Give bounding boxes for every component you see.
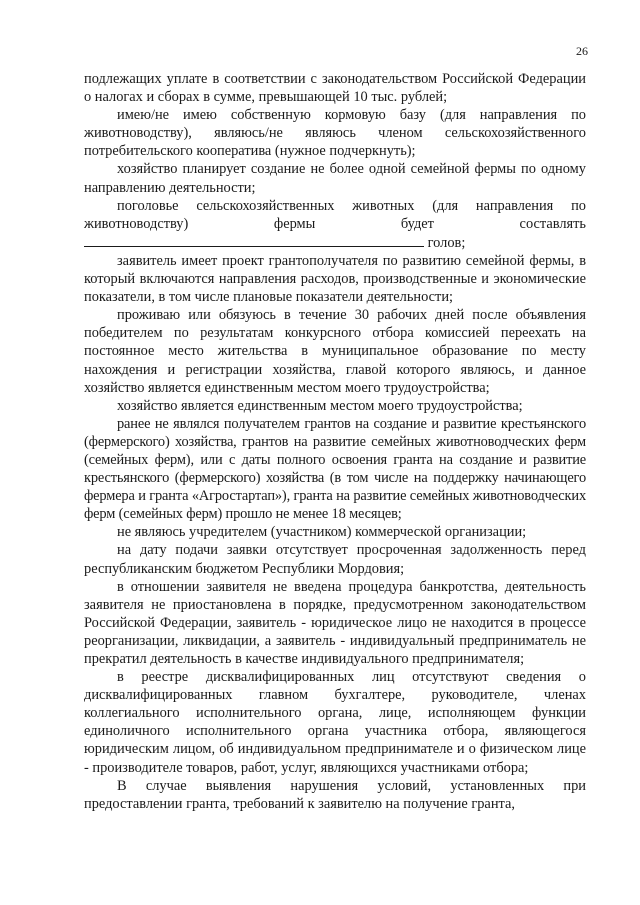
paragraph-residence: проживаю или обязуюсь в течение 30 рабочих дней после объявления победителем по результатам конкурсного отбора комиссией переехать на постоянное место жительства в муниципальное образование по месту нахождения и регистрации хозяйства, главой которого являюсь, и данное хозяйство является единственным местом моего трудоустройства; xyxy=(84,307,586,396)
paragraph-one-farm: хозяйство планирует создание не более одной семейной фермы по одному направлению деятельности; xyxy=(84,161,586,196)
paragraph-violations: В случае выявления нарушения условий, установленных при предоставлении гранта, требований к заявителю на получение гранта, xyxy=(84,777,586,812)
paragraph-employment: хозяйство является единственным местом моего трудоустройства; xyxy=(117,397,523,414)
paragraph-feed-base: имею/не имею собственную кормовую базу (для направления по животноводству), являюсь/не являюсь членом сельскохозяйственного потребительского кооператива (нужное подчеркнуть); xyxy=(84,107,586,160)
fill-in-blank-line xyxy=(84,233,424,247)
paragraph-disqualified-register: в реестре дисквалифицированных лиц отсутствуют сведения о дисквалифицированных главном бухгалтере, руководителе, членах коллегиального исполнительного органа, лице, исполняющем функции единоличного исполнительного органа участника отбора, являющегося юридическим лицом, об индивидуальном предпринимателе и о физическом лице - производителе товаров, работ, услуг, являющихся участниками отбора; xyxy=(84,669,586,776)
paragraph-tax-debt: подлежащих уплате в соответствии с законодательством Российской Федерации о налогах и сборах в сумме, превышающей 10 тыс. рублей; xyxy=(84,71,586,106)
document-body xyxy=(84,70,586,813)
paragraph-livestock: поголовье сельскохозяйственных животных (для направления по животноводству) фермы будет составлять xyxy=(84,197,586,232)
paragraph-project: заявитель имеет проект грантополучателя по развитию семейной фермы, в который включаются направления расходов, производственные и экономические показатели, в том числе плановые показатели деятельности; xyxy=(84,252,586,306)
paragraph-no-bankruptcy: в отношении заявителя не введена процедура банкротства, деятельность заявителя не приостановлена в порядке, предусмотренном законодательством Российской Федерации, заявитель - юридическое лицо не находится в процессе реорганизации, ликвидации, а заявитель - индивидуальный предприниматель не прекратил деятельность в качестве индивидуального предпринимателя; xyxy=(84,578,586,667)
paragraph-livestock-blank xyxy=(84,233,586,252)
paragraph-not-founder: не являюсь учредителем (участником) коммерческой организации; xyxy=(117,524,527,541)
page-number: 26 xyxy=(576,44,588,58)
paragraph-no-overdue-debt: на дату подачи заявки отсутствует просроченная задолженность перед республиканским бюджетом Республики Мордовия; xyxy=(84,542,586,577)
paragraph-livestock-unit: голов; xyxy=(427,234,466,251)
paragraph-previous-grants: ранее не являлся получателем грантов на создание и развитие крестьянского (фермерского) хозяйства, грантов на развитие семейных животноводческих ферм (семейных ферм), или с даты полного освоения гранта на создание и развитие крестьянского (фермерского) хозяйства (в том числе на поддержку начинающего фермера и гранта «Агростартап»), гранта на развитие семейных животноводческих ферм (семейных ферм) прошло не менее 18 месяцев; xyxy=(84,415,586,523)
